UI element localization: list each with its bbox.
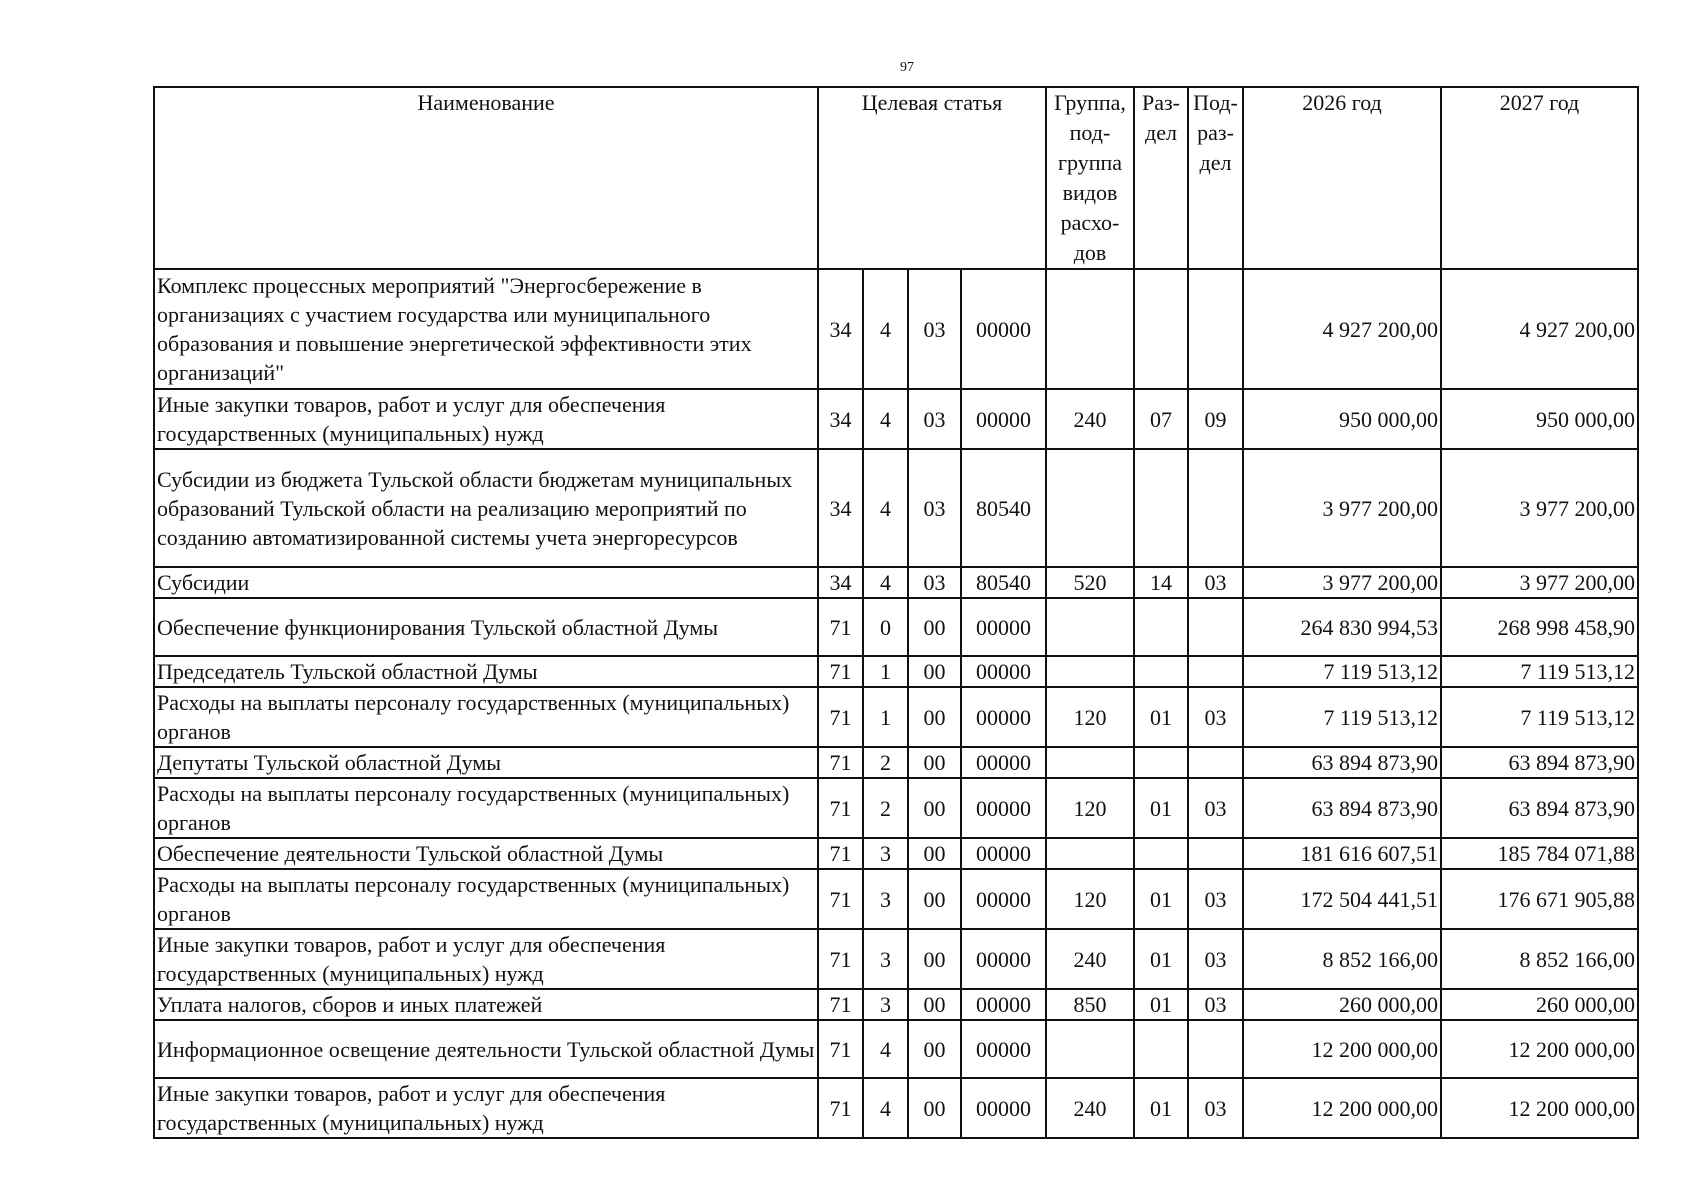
row-amount-2027: 3 977 200,00 xyxy=(1441,567,1638,598)
row-section: 07 xyxy=(1134,389,1188,449)
row-article-direction: 80540 xyxy=(961,449,1046,567)
row-amount-2026: 950 000,00 xyxy=(1243,389,1441,449)
row-group xyxy=(1046,838,1134,869)
row-subsection xyxy=(1188,747,1243,778)
row-section xyxy=(1134,1020,1188,1078)
row-name: Иные закупки товаров, работ и услуг для обеспечения государственных (муниципальных) нужд xyxy=(154,389,818,449)
row-article-structure: 00 xyxy=(908,1020,961,1078)
row-article-structure: 00 xyxy=(908,838,961,869)
table-row xyxy=(154,747,1638,778)
table-row xyxy=(154,929,1638,989)
page-number: 97 xyxy=(900,60,914,75)
row-article-direction: 00000 xyxy=(961,269,1046,389)
row-amount-2027: 3 977 200,00 xyxy=(1441,449,1638,567)
row-article-program: 71 xyxy=(818,838,863,869)
row-amount-2026: 3 977 200,00 xyxy=(1243,567,1441,598)
row-section: 01 xyxy=(1134,687,1188,747)
row-amount-2027: 950 000,00 xyxy=(1441,389,1638,449)
row-article-program: 34 xyxy=(818,269,863,389)
row-group: 240 xyxy=(1046,389,1134,449)
header-year-2026: 2026 год xyxy=(1243,87,1441,269)
row-article-direction: 00000 xyxy=(961,1020,1046,1078)
row-article-direction: 00000 xyxy=(961,389,1046,449)
row-group: 120 xyxy=(1046,778,1134,838)
header-row xyxy=(154,87,1638,269)
row-article-direction: 00000 xyxy=(961,1078,1046,1138)
row-amount-2026: 8 852 166,00 xyxy=(1243,929,1441,989)
table-row xyxy=(154,656,1638,687)
row-section: 01 xyxy=(1134,778,1188,838)
row-article-type: 2 xyxy=(863,747,908,778)
row-article-type: 4 xyxy=(863,269,908,389)
row-article-structure: 00 xyxy=(908,1078,961,1138)
row-article-program: 71 xyxy=(818,656,863,687)
row-group xyxy=(1046,269,1134,389)
row-article-direction: 00000 xyxy=(961,989,1046,1020)
row-section xyxy=(1134,656,1188,687)
table-row xyxy=(154,567,1638,598)
row-article-program: 71 xyxy=(818,687,863,747)
row-amount-2027: 63 894 873,90 xyxy=(1441,778,1638,838)
row-amount-2026: 172 504 441,51 xyxy=(1243,869,1441,929)
row-article-structure: 03 xyxy=(908,449,961,567)
row-article-program: 71 xyxy=(818,929,863,989)
header-group: Группа, под-группа видов расхо-дов xyxy=(1046,87,1134,269)
row-article-type: 4 xyxy=(863,449,908,567)
row-article-program: 71 xyxy=(818,1078,863,1138)
row-subsection xyxy=(1188,449,1243,567)
row-group xyxy=(1046,1020,1134,1078)
row-group: 120 xyxy=(1046,869,1134,929)
table-row xyxy=(154,389,1638,449)
table-row xyxy=(154,778,1638,838)
row-article-direction: 00000 xyxy=(961,656,1046,687)
row-article-direction: 80540 xyxy=(961,567,1046,598)
row-article-type: 4 xyxy=(863,389,908,449)
row-subsection: 03 xyxy=(1188,929,1243,989)
row-article-structure: 00 xyxy=(908,687,961,747)
header-year-2027: 2027 год xyxy=(1441,87,1638,269)
row-section xyxy=(1134,747,1188,778)
row-name: Председатель Тульской областной Думы xyxy=(154,656,818,687)
row-name: Комплекс процессных мероприятий "Энергосбережение в организациях с участием государства или муниципального образования и повышение энергетической эффективности этих организаций" xyxy=(154,269,818,389)
row-article-structure: 00 xyxy=(908,869,961,929)
row-group: 520 xyxy=(1046,567,1134,598)
row-amount-2026: 4 927 200,00 xyxy=(1243,269,1441,389)
budget-table xyxy=(153,86,1639,1139)
row-section: 01 xyxy=(1134,1078,1188,1138)
row-name: Расходы на выплаты персоналу государственных (муниципальных) органов xyxy=(154,869,818,929)
table-row xyxy=(154,449,1638,567)
row-name: Уплата налогов, сборов и иных платежей xyxy=(154,989,818,1020)
row-subsection: 03 xyxy=(1188,1078,1243,1138)
row-amount-2027: 268 998 458,90 xyxy=(1441,598,1638,656)
table-row xyxy=(154,869,1638,929)
row-article-direction: 00000 xyxy=(961,778,1046,838)
row-section xyxy=(1134,838,1188,869)
row-article-structure: 00 xyxy=(908,656,961,687)
row-amount-2026: 63 894 873,90 xyxy=(1243,778,1441,838)
row-amount-2027: 176 671 905,88 xyxy=(1441,869,1638,929)
header-section: Раз-дел xyxy=(1134,87,1188,269)
row-name: Расходы на выплаты персоналу государственных (муниципальных) органов xyxy=(154,687,818,747)
header-subsection: Под-раз-дел xyxy=(1188,87,1243,269)
row-subsection: 03 xyxy=(1188,869,1243,929)
row-amount-2027: 7 119 513,12 xyxy=(1441,687,1638,747)
row-group: 850 xyxy=(1046,989,1134,1020)
table-row xyxy=(154,838,1638,869)
row-article-direction: 00000 xyxy=(961,929,1046,989)
row-group xyxy=(1046,598,1134,656)
row-subsection xyxy=(1188,269,1243,389)
row-name: Обеспечение функционирования Тульской областной Думы xyxy=(154,598,818,656)
row-amount-2027: 12 200 000,00 xyxy=(1441,1020,1638,1078)
row-group xyxy=(1046,449,1134,567)
row-amount-2027: 12 200 000,00 xyxy=(1441,1078,1638,1138)
row-amount-2026: 12 200 000,00 xyxy=(1243,1078,1441,1138)
row-group: 120 xyxy=(1046,687,1134,747)
row-section: 01 xyxy=(1134,929,1188,989)
row-article-direction: 00000 xyxy=(961,598,1046,656)
table-body xyxy=(154,269,1638,1138)
row-article-type: 3 xyxy=(863,929,908,989)
row-section: 01 xyxy=(1134,989,1188,1020)
row-article-program: 71 xyxy=(818,1020,863,1078)
row-amount-2027: 63 894 873,90 xyxy=(1441,747,1638,778)
row-article-program: 34 xyxy=(818,567,863,598)
row-article-structure: 03 xyxy=(908,269,961,389)
row-group xyxy=(1046,656,1134,687)
row-subsection xyxy=(1188,656,1243,687)
row-subsection: 09 xyxy=(1188,389,1243,449)
row-name: Информационное освещение деятельности Тульской областной Думы xyxy=(154,1020,818,1078)
row-section: 01 xyxy=(1134,869,1188,929)
row-article-structure: 03 xyxy=(908,389,961,449)
row-subsection xyxy=(1188,598,1243,656)
row-article-type: 2 xyxy=(863,778,908,838)
row-amount-2026: 63 894 873,90 xyxy=(1243,747,1441,778)
row-amount-2027: 8 852 166,00 xyxy=(1441,929,1638,989)
row-group: 240 xyxy=(1046,1078,1134,1138)
row-amount-2027: 7 119 513,12 xyxy=(1441,656,1638,687)
row-article-type: 4 xyxy=(863,567,908,598)
table-row xyxy=(154,687,1638,747)
row-article-structure: 00 xyxy=(908,747,961,778)
row-section: 14 xyxy=(1134,567,1188,598)
table-row xyxy=(154,1078,1638,1138)
row-article-type: 3 xyxy=(863,838,908,869)
row-article-program: 34 xyxy=(818,449,863,567)
row-section xyxy=(1134,598,1188,656)
row-subsection: 03 xyxy=(1188,687,1243,747)
row-section xyxy=(1134,449,1188,567)
row-amount-2027: 260 000,00 xyxy=(1441,989,1638,1020)
row-amount-2026: 3 977 200,00 xyxy=(1243,449,1441,567)
row-subsection: 03 xyxy=(1188,778,1243,838)
row-article-type: 1 xyxy=(863,656,908,687)
row-article-direction: 00000 xyxy=(961,869,1046,929)
row-name: Расходы на выплаты персоналу государственных (муниципальных) органов xyxy=(154,778,818,838)
row-article-type: 4 xyxy=(863,1020,908,1078)
row-article-structure: 03 xyxy=(908,567,961,598)
row-article-program: 71 xyxy=(818,598,863,656)
row-amount-2026: 7 119 513,12 xyxy=(1243,656,1441,687)
row-name: Субсидии из бюджета Тульской области бюджетам муниципальных образований Тульской области на реализацию мероприятий по созданию автоматизированной системы учета энергоресурсов xyxy=(154,449,818,567)
row-amount-2026: 260 000,00 xyxy=(1243,989,1441,1020)
row-subsection: 03 xyxy=(1188,989,1243,1020)
table-row xyxy=(154,598,1638,656)
row-article-structure: 00 xyxy=(908,778,961,838)
row-amount-2027: 4 927 200,00 xyxy=(1441,269,1638,389)
table-row xyxy=(154,989,1638,1020)
table-row xyxy=(154,269,1638,389)
row-article-type: 1 xyxy=(863,687,908,747)
row-amount-2026: 12 200 000,00 xyxy=(1243,1020,1441,1078)
row-group xyxy=(1046,747,1134,778)
row-article-program: 71 xyxy=(818,747,863,778)
row-name: Иные закупки товаров, работ и услуг для обеспечения государственных (муниципальных) нужд xyxy=(154,1078,818,1138)
row-name: Обеспечение деятельности Тульской областной Думы xyxy=(154,838,818,869)
table-row xyxy=(154,1020,1638,1078)
row-name: Субсидии xyxy=(154,567,818,598)
row-article-type: 4 xyxy=(863,1078,908,1138)
row-amount-2027: 185 784 071,88 xyxy=(1441,838,1638,869)
row-subsection xyxy=(1188,838,1243,869)
row-article-type: 3 xyxy=(863,989,908,1020)
row-group: 240 xyxy=(1046,929,1134,989)
row-subsection: 03 xyxy=(1188,567,1243,598)
row-subsection xyxy=(1188,1020,1243,1078)
row-article-direction: 00000 xyxy=(961,747,1046,778)
header-target-article: Целевая статья xyxy=(818,87,1046,269)
row-article-program: 71 xyxy=(818,989,863,1020)
row-name: Депутаты Тульской областной Думы xyxy=(154,747,818,778)
row-article-structure: 00 xyxy=(908,989,961,1020)
row-article-type: 3 xyxy=(863,869,908,929)
row-amount-2026: 7 119 513,12 xyxy=(1243,687,1441,747)
row-amount-2026: 264 830 994,53 xyxy=(1243,598,1441,656)
row-article-structure: 00 xyxy=(908,598,961,656)
header-name: Наименование xyxy=(154,87,818,269)
row-article-structure: 00 xyxy=(908,929,961,989)
row-article-program: 34 xyxy=(818,389,863,449)
row-article-program: 71 xyxy=(818,778,863,838)
row-article-direction: 00000 xyxy=(961,687,1046,747)
row-article-direction: 00000 xyxy=(961,838,1046,869)
row-article-type: 0 xyxy=(863,598,908,656)
row-amount-2026: 181 616 607,51 xyxy=(1243,838,1441,869)
row-article-program: 71 xyxy=(818,869,863,929)
row-section xyxy=(1134,269,1188,389)
row-name: Иные закупки товаров, работ и услуг для обеспечения государственных (муниципальных) нужд xyxy=(154,929,818,989)
